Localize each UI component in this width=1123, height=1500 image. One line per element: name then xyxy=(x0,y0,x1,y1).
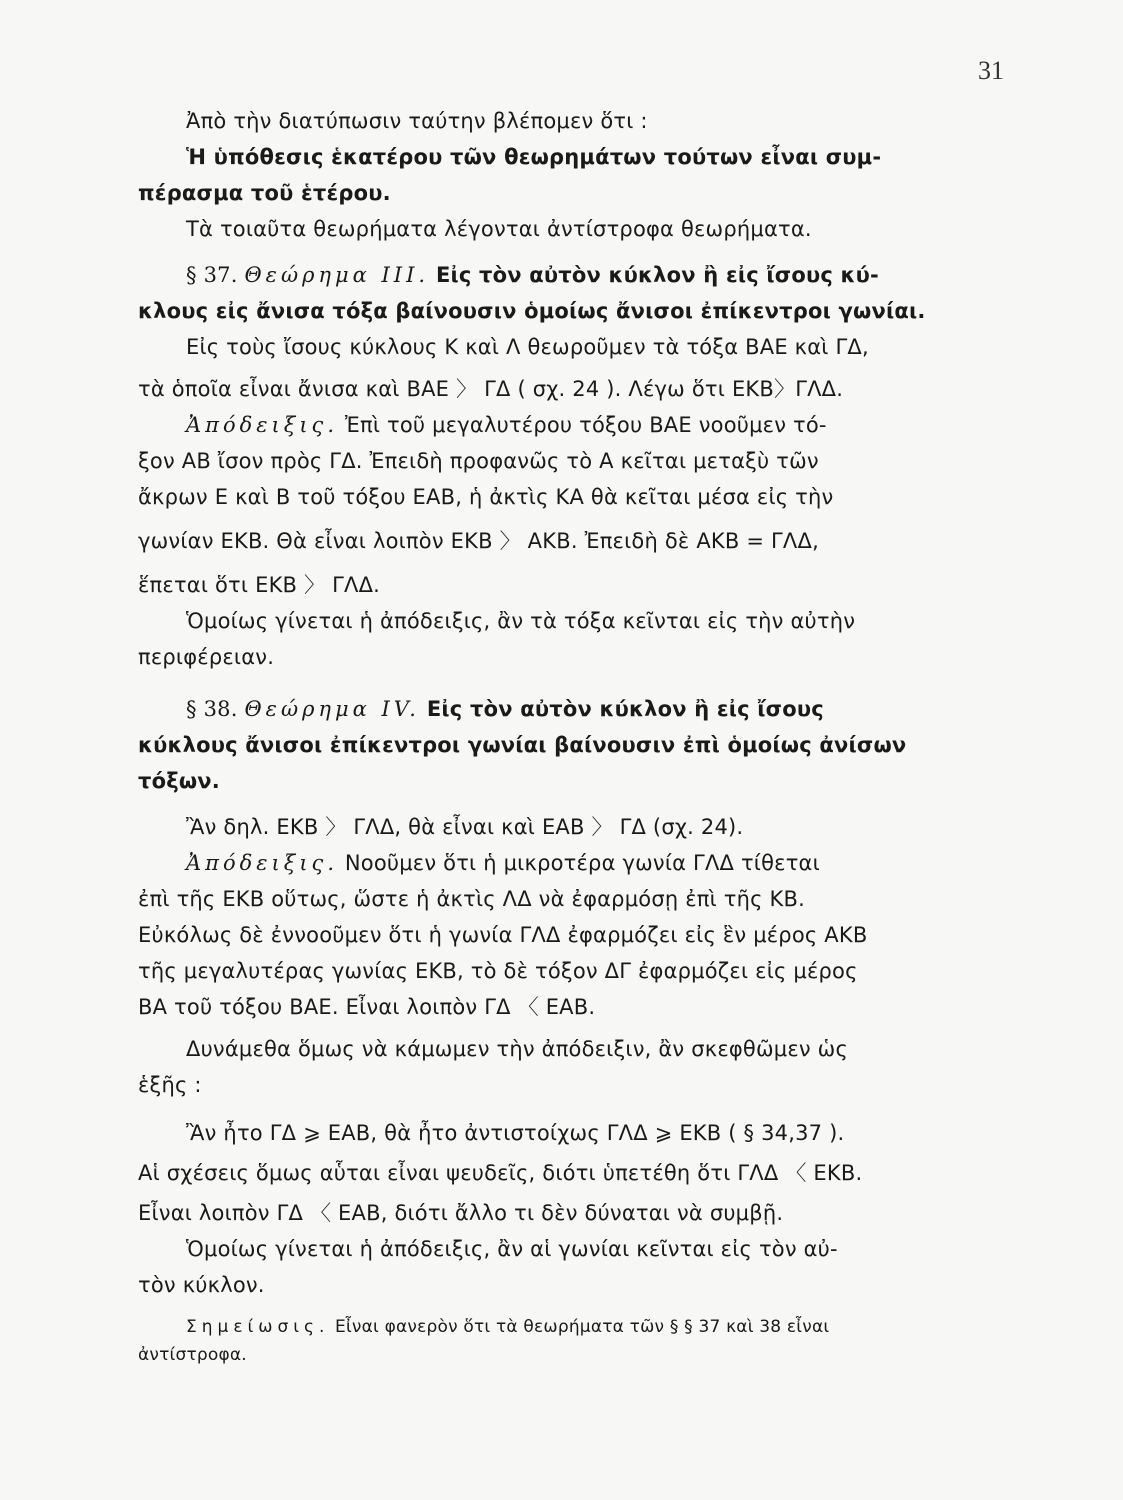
s38-text: ( § 34,37 ). xyxy=(721,1121,845,1145)
s37-para-5: ἄκρων Ε καὶ Β τοῦ τόξου ΕΑΒ, ἡ ἀκτὶς ΚΑ θὰ κεῖται μέσα εἰς τὴν xyxy=(138,485,834,509)
s38-text: (σχ. 24). xyxy=(646,815,744,839)
page-body xyxy=(138,103,1006,1369)
s38-para-1 xyxy=(138,809,1006,845)
s38-text: . xyxy=(588,995,596,1019)
s37-text: . xyxy=(836,377,844,401)
angle-akb: ΑΚΒ xyxy=(528,523,571,559)
arc-gd: ΓΔ xyxy=(484,989,510,1025)
s38-para-3: ἐπὶ τῆς ΕΚΒ οὕτως, ὥστε ἡ ἀκτὶς ΛΔ νὰ ἐφαρμόσῃ ἐπὶ τῆς ΚΒ. xyxy=(138,887,805,911)
s37-para-1: Εἰς τοὺς ἴσους κύκλους Κ καὶ Λ θεωροῦμεν τὰ τόξα ΒΑΕ καὶ ΓΔ, xyxy=(186,335,869,359)
s38-para-5: τῆς μεγαλυτέρας γωνίας ΕΚΒ, τὸ δὲ τόξον ΔΓ ἐφαρμόζει εἰς μέρος xyxy=(138,959,858,983)
note-label: Σημείωσις. xyxy=(186,1317,330,1337)
s38-heading-3: τόξων. xyxy=(138,769,220,793)
intro-line: Ἀπὸ τὴν διατύπωσιν ταύτην βλέπομεν ὅτι : xyxy=(186,109,648,133)
s37-text: τὰ ὁποῖα εἶναι ἄνισα καὶ xyxy=(138,377,400,401)
s37-label: Θεώρημα ΙΙΙ. xyxy=(244,263,430,287)
s37-para-8: Ὁμοίως γίνεται ἡ ἀπόδειξις, ἂν τὰ τόξα κεῖνται εἰς τὴν αὐτὴν xyxy=(186,609,856,633)
arc-eab: ΕΑΒ xyxy=(328,1115,371,1151)
arc-gd: ΓΔ xyxy=(484,371,510,407)
s37-number: § 37. xyxy=(186,263,238,287)
angle-gld: ΓΛΔ xyxy=(332,567,373,603)
arc-eab: ΕΑΒ xyxy=(542,809,585,845)
angle-ekb: ΕΚΒ xyxy=(276,809,318,845)
s38-text: Ἂν δηλ. xyxy=(186,815,270,839)
note-line-1 xyxy=(138,1313,1006,1341)
s37-para-4: ξον ΑΒ ἴσον πρὸς ΓΔ. Ἐπειδὴ προφανῶς τὸ Α κεῖται μεταξὺ τῶν xyxy=(138,449,819,473)
s38-para-9 xyxy=(138,1115,1006,1151)
s37-para-6 xyxy=(138,523,1006,559)
s38-text: . xyxy=(855,1161,863,1185)
page-number: 31 xyxy=(978,56,1004,85)
s38-para-4: Εὐκόλως δὲ ἐννοοῦμεν ὅτι ἡ γωνία ΓΛΔ ἐφαρμόζει εἰς ἓν μέρος ΑΚΒ xyxy=(138,923,868,947)
arc-gd: ΓΔ xyxy=(270,1115,296,1151)
note-line-2: ἀντίστροφα. xyxy=(138,1345,247,1365)
statement-line-1: Ἡ ὑπόθεσις ἑκατέρου τῶν θεωρημάτων τούτων εἶναι συμ- xyxy=(186,145,882,169)
note-text: Εἶναι φανερὸν ὅτι τὰ θεωρήματα τῶν § § 37 καὶ 38 εἶναι xyxy=(335,1317,830,1337)
gt-sign: 〉 xyxy=(297,573,333,597)
s38-text: Νοοῦμεν ὅτι ἡ μικροτέρα γωνία ΓΛΔ τίθεται xyxy=(344,851,820,875)
gt-sign: 〉 xyxy=(318,815,354,839)
s37-title-1: Εἰς τὸν αὐτὸν κύκλον ἢ εἰς ἴσους κύ- xyxy=(435,263,879,287)
gt-sign: 〉 xyxy=(492,529,528,553)
statement-line-2: πέρασμα τοῦ ἑτέρου. xyxy=(138,181,391,205)
lt-sign: 〈 xyxy=(303,1201,339,1225)
s38-heading-2: κύκλους ἄνισοι ἐπίκεντροι γωνίαι βαίνουσιν ἐπὶ ὁμοίως ἀνίσων xyxy=(138,733,907,757)
s37-proof-line xyxy=(138,407,1006,443)
s38-text: , διότι ἄλλο τι δὲν δύναται νὰ συμβῇ. xyxy=(380,1201,784,1225)
s38-para-6 xyxy=(138,989,1006,1025)
s38-para-11 xyxy=(138,1195,1006,1231)
angle-gld: ΓΛΔ xyxy=(795,371,836,407)
ge-sign: ⩾ xyxy=(296,1121,328,1145)
s38-text: Ἂν ἦτο xyxy=(186,1121,263,1145)
gt-sign: 〉 xyxy=(449,377,485,401)
s37-heading-1 xyxy=(138,257,1006,293)
angle-ekb: ΕΚΒ xyxy=(732,371,774,407)
angle-gld: ΓΛΔ xyxy=(607,1115,648,1151)
s38-proof-label: Ἀπόδειξις. xyxy=(186,851,338,875)
s38-para-8: ἑξῆς : xyxy=(138,1073,202,1097)
angle-ekb: ΕΚΒ xyxy=(679,1115,721,1151)
s38-para-10 xyxy=(138,1155,1006,1191)
angle-ekb: ΕΚΒ xyxy=(451,523,493,559)
s37-para-2 xyxy=(138,371,1006,407)
s37-para-7 xyxy=(138,567,1006,603)
s37-text: Ἐπὶ τοῦ μεγαλυτέρου τόξου ΒΑΕ νοοῦμεν τό- xyxy=(344,413,827,437)
s37-text: . Ἐπειδὴ δὲ xyxy=(570,529,690,553)
s38-title-1: Εἰς τὸν αὐτὸν κύκλον ἢ εἰς ἴσους xyxy=(426,697,824,721)
converse-definition xyxy=(138,211,1006,247)
lt-sign: 〈 xyxy=(778,1161,814,1185)
angle-gld: ΓΛΔ xyxy=(771,523,812,559)
s38-text: Αἱ σχέσεις ὅμως αὗται εἶναι ψευδεῖς, διότι ὑπετέθη ὅτι xyxy=(138,1161,731,1185)
s38-text: ΒΑ τοῦ τόξου ΒΑΕ. Εἶναι λοιπὸν xyxy=(138,995,478,1019)
converse-text: Τὰ τοιαῦτα θεωρήματα λέγονται ἀντίστροφα θεωρήματα. xyxy=(186,217,812,241)
s37-heading-2: κλους εἰς ἄνισα τόξα βαίνουσιν ὁμοίως ἄνισοι ἐπίκεντροι γωνίαι. xyxy=(138,299,926,323)
s38-text: , θὰ ἦτο ἀντιστοίχως xyxy=(370,1121,600,1145)
gt-sign: 〉 xyxy=(773,377,796,401)
arc-gd: ΓΔ xyxy=(620,809,646,845)
arc-bae: ΒΑΕ xyxy=(406,371,449,407)
s37-proof-label: Ἀπόδειξις. xyxy=(186,413,338,437)
angle-ekb: ΕΚΒ xyxy=(813,1155,855,1191)
s38-text: Εἶναι λοιπὸν xyxy=(138,1201,270,1225)
lt-sign: 〈 xyxy=(510,995,546,1019)
angle-akb: ΑΚΒ xyxy=(696,523,739,559)
s37-text: ( σχ. 24 ). Λέγω ὅτι xyxy=(517,377,726,401)
s37-text: γωνίαν ΕΚΒ. Θὰ εἶναι λοιπὸν xyxy=(138,529,444,553)
s38-label: Θεώρημα IV. xyxy=(244,697,420,721)
eq-sign: = xyxy=(739,529,772,553)
s38-number: § 38. xyxy=(186,697,238,721)
arc-eab: ΕΑΒ xyxy=(546,989,589,1025)
s38-proof-line xyxy=(138,845,1006,881)
s38-para-7: Δυνάμεθα ὅμως νὰ κάμωμεν τὴν ἀπόδειξιν, ἂν σκεφθῶμεν ὡς xyxy=(186,1037,848,1061)
s37-para-9: περιφέρειαν. xyxy=(138,645,275,669)
ge-sign: ⩾ xyxy=(647,1121,680,1145)
s37-text: , xyxy=(812,529,819,553)
s38-para-13: τὸν κύκλον. xyxy=(138,1273,265,1297)
s38-heading-1 xyxy=(138,691,1006,727)
arc-eab: ΕΑΒ xyxy=(338,1195,381,1231)
arc-gd: ΓΔ xyxy=(277,1195,303,1231)
angle-gld: ΓΛΔ xyxy=(737,1155,778,1191)
angle-ekb: ΕΚΒ xyxy=(255,567,297,603)
gt-sign: 〉 xyxy=(584,815,620,839)
angle-gld: ΓΛΔ xyxy=(353,809,394,845)
footnote xyxy=(138,1313,1006,1369)
s38-para-12: Ὁμοίως γίνεται ἡ ἀπόδειξις, ἂν αἱ γωνίαι κεῖνται εἰς τὸν αὐ- xyxy=(186,1237,838,1261)
s38-text: , θὰ εἶναι καὶ xyxy=(394,815,536,839)
s37-text: ἕπεται ὅτι xyxy=(138,573,249,597)
s37-text: . xyxy=(373,573,381,597)
